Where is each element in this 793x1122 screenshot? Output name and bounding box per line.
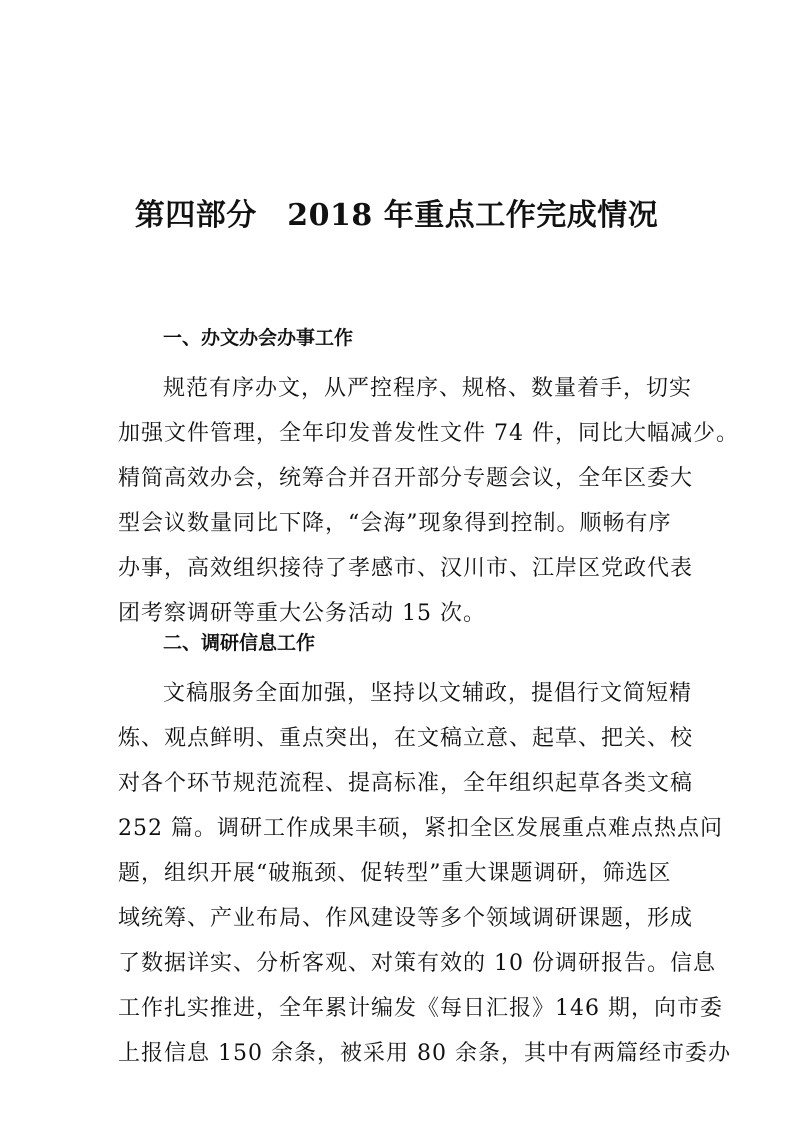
paragraph-line: 252 篇。调研工作成果丰硕，紧扣全区发展重点难点热点问	[118, 816, 723, 841]
paragraph-line: 域统筹、产业布局、作风建设等多个领域调研课题，形成	[118, 906, 694, 931]
paragraph-line: 炼、观点鲜明、重点突出，在文稿立意、起草、把关、校	[118, 726, 694, 751]
section-heading: 二、调研信息工作	[163, 632, 316, 654]
paragraph-line: 精简高效办会，统筹合并召开部分专题会议，全年区委大	[118, 466, 694, 491]
paragraph-line: 文稿服务全面加强，坚持以文辅政，提倡行文简短精	[163, 681, 693, 706]
paragraph-line: 了数据详实、分析客观、对策有效的 10 份调研报告。信息	[118, 951, 716, 976]
paragraph-line: 办事，高效组织接待了孝感市、汉川市、江岸区党政代表	[118, 556, 694, 581]
paragraph-line: 上报信息 150 余条，被采用 80 余条，其中有两篇经市委办	[118, 1041, 731, 1066]
section-heading: 一、办文办会办事工作	[163, 327, 354, 349]
paragraph-line: 工作扎实推进，全年累计编发《每日汇报》146 期，向市委	[118, 996, 723, 1021]
paragraph-line: 团考察调研等重大公务活动 15 次。	[118, 601, 486, 626]
paragraph-line: 题，组织开展“破瓶颈、促转型”重大课题调研，筛选区	[118, 861, 672, 886]
page-title: 第四部分 2018 年重点工作完成情况	[134, 198, 659, 233]
paragraph-line: 规范有序办文，从严控程序、规格、数量着手，切实	[163, 376, 693, 401]
paragraph-line: 对各个环节规范流程、提高标准，全年组织起草各类文稿	[118, 771, 694, 796]
paragraph-line: 型会议数量同比下降，“会海”现象得到控制。顺畅有序	[118, 511, 672, 536]
paragraph-line: 加强文件管理，全年印发普发性文件 74 件，同比大幅减少。	[118, 421, 739, 446]
